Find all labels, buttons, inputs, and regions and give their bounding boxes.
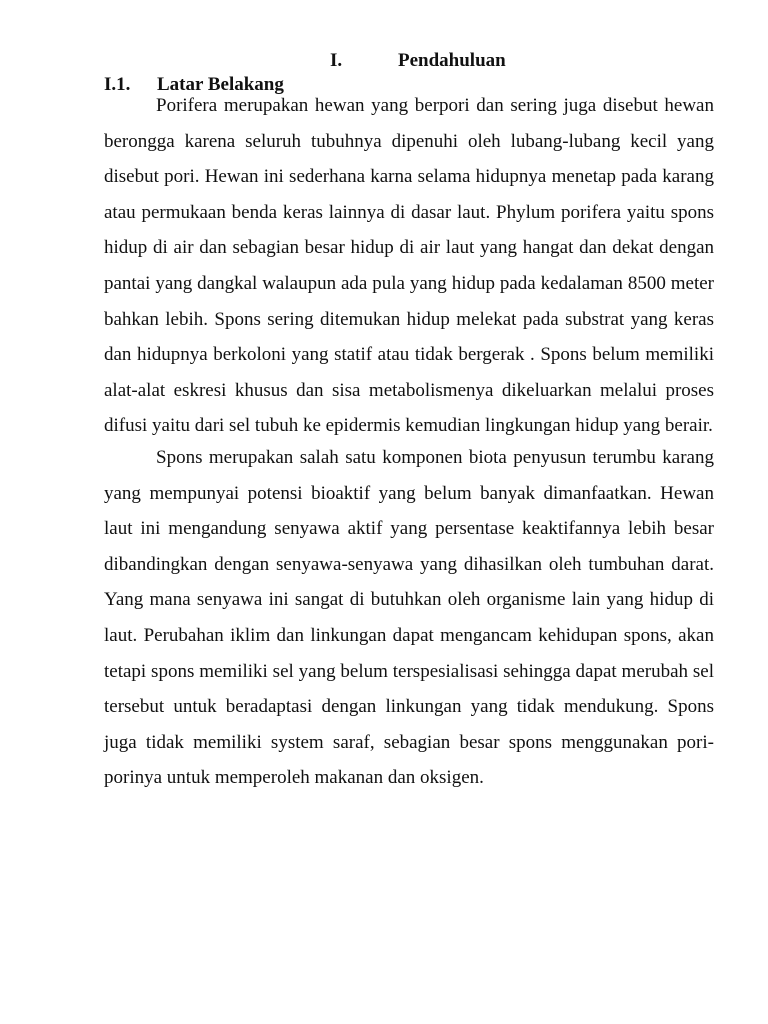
chapter-title: Pendahuluan (398, 50, 506, 71)
section-number: I.1. (104, 74, 131, 95)
chapter-heading (104, 48, 714, 74)
body-paragraph: Spons merupakan salah satu komponen biota penyusun terumbu karang yang mempunyai potensi bioaktif yang belum banyak dimanfaatkan. Hewan laut ini mengandung senyawa aktif yang persentase keaktifannya lebih besar dibandingkan dengan senyawa-senyawa yang dihasilkan oleh tumbuhan darat. Yang mana senyawa ini sangat di butuhkan oleh organisme lain yang hidup di laut. Perubahan iklim dan linkungan dapat mengancam kehidupan spons, akan tetapi spons memiliki sel yang belum terspesialisasi sehingga dapat merubah sel tersebut untuk beradaptasi dengan linkungan yang tidak mendukung. Spons juga tidak memiliki system saraf, sebagian besar spons menggunakan pori-porinya untuk memperoleh makanan dan oksigen. (104, 446, 714, 789)
section-heading (104, 74, 714, 96)
chapter-number: I. (330, 50, 343, 71)
document-page (104, 48, 714, 796)
body-paragraph: Porifera merupakan hewan yang berpori dan sering juga disebut hewan berongga karena seluruh tubuhnya dipenuhi oleh lubang-lubang kecil yang disebut pori. Hewan ini sederhana karna selama hidupnya menetap pada karang atau permukaan benda keras lainnya di dasar laut. Phylum porifera yaitu spons hidup di air dan sebagian besar hidup di air laut yang hangat dan dekat dengan pantai yang dangkal walaupun ada pula yang hidup pada kedalaman 8500 meter bahkan lebih. Spons sering ditemukan hidup melekat pada substrat yang keras dan hidupnya berkoloni yang statif atau tidak bergerak . Spons belum memiliki alat-alat eskresi khusus dan sisa metabolismenya dikeluarkan melalui proses difusi yaitu dari sel tubuh ke epidermis kemudian lingkungan hidup yang berair. (104, 95, 714, 437)
section-title: Latar Belakang (157, 74, 284, 95)
